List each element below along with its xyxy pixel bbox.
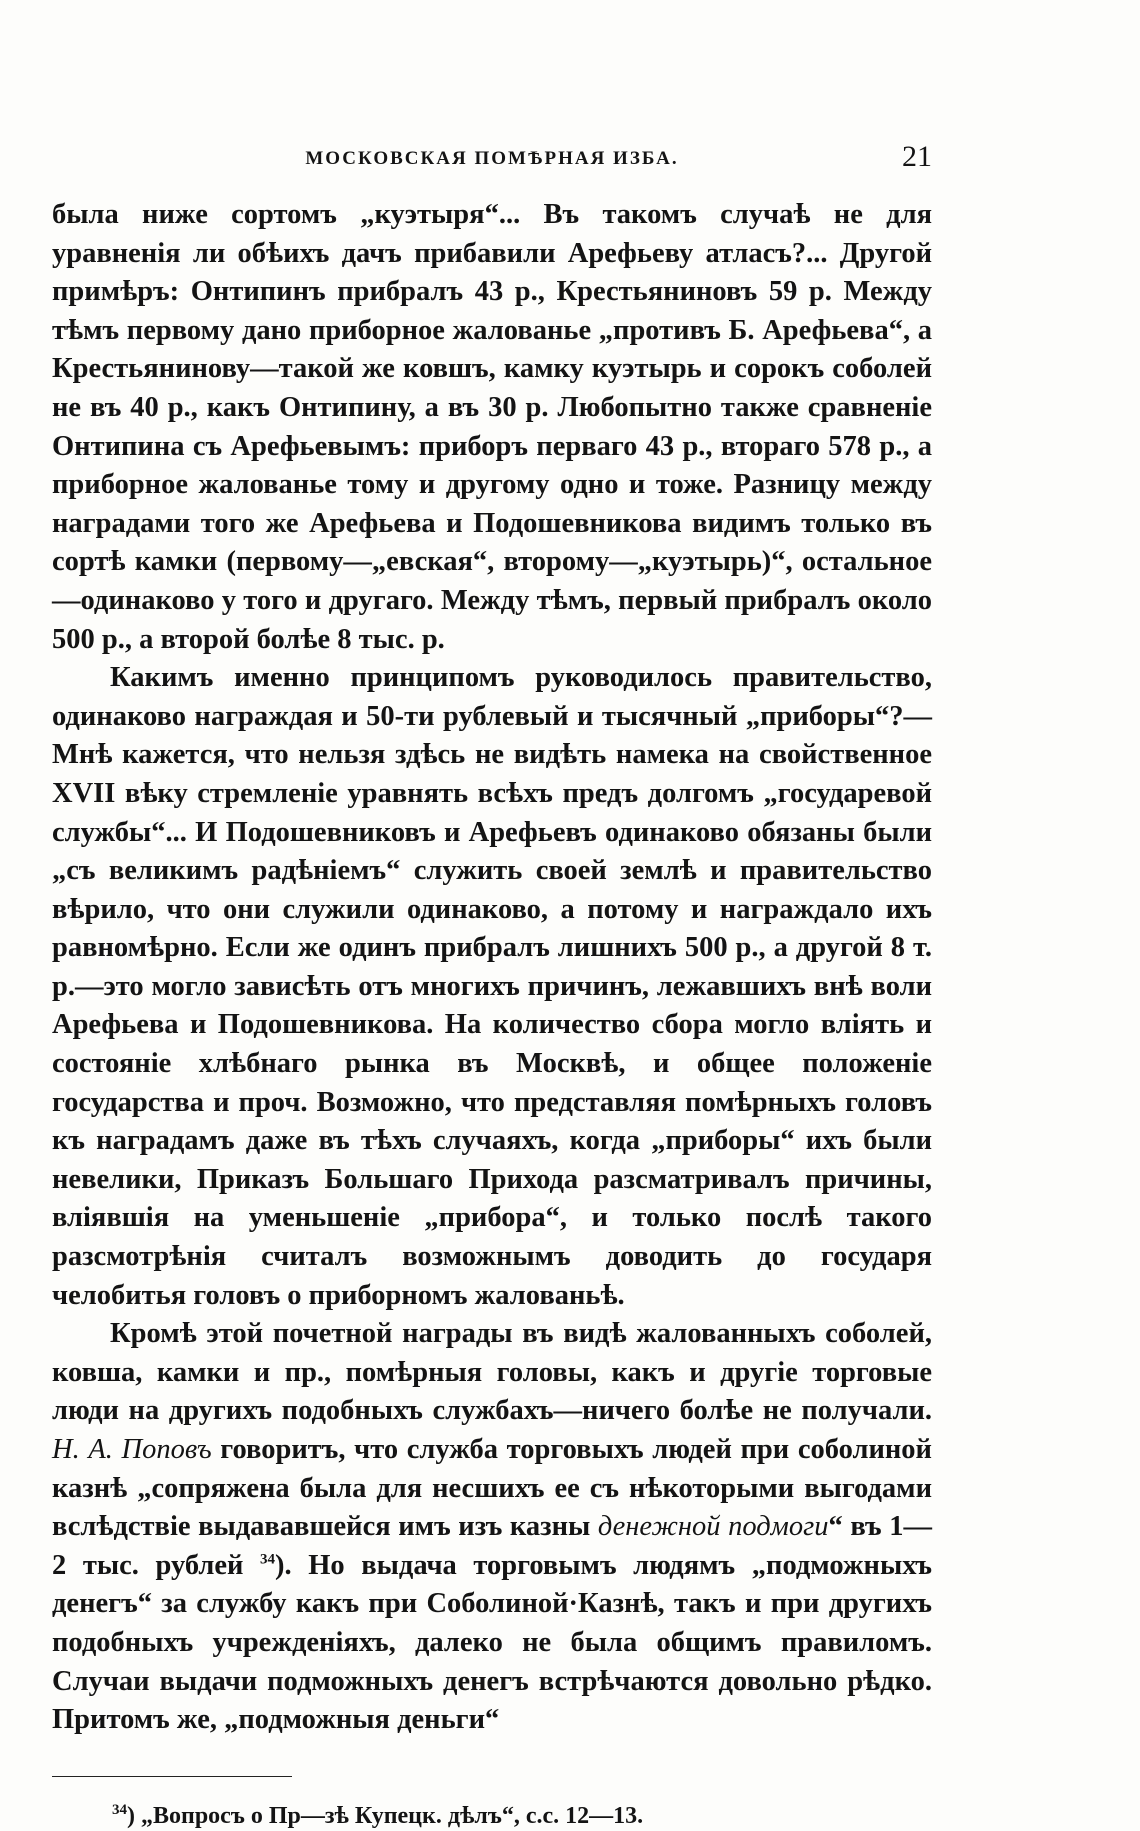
paragraph: [52, 196, 932, 659]
footnote: [112, 1801, 932, 1831]
text-segment: Кромѣ этой почетной награды въ видѣ жалованныхъ соболей, ковша, камки и пр., помѣрныя головы, какъ и другіе торговые люди на другихъ подобныхъ службахъ—ничего болѣе не получали.: [52, 1318, 932, 1427]
text-segment: была ниже сортомъ „куэтыря“... Въ такомъ случаѣ не для уравненія ли обѣихъ дачъ прибавили Арефьеву атласъ?... Другой примѣръ: Онтипинъ прибралъ 43 р., Крестьяниновъ 59 р. Между тѣмъ первому дано приборное жалованье „противъ Б. Арефьева“, а Крестьянинову—такой же ковшъ, камку куэтырь и сорокъ соболей не въ 40 р., какъ Онтипину, а въ 30 р. Любопытно также сравненіе Онтипина съ Арефьевымъ: приборъ перваго 43 р., втораго 578 р., а приборное жалованье тому и другому одно и тоже. Разницу между наградами того же Арефьева и Подошевникова видимъ только въ сортѣ камки (первому—„евская“, второму—„куэтырь)“, остальное—одинаково у того и другаго. Между тѣмъ, первый прибралъ около 500 р., а второй болѣе 8 тыс. р.: [52, 199, 932, 655]
footnote-reference: 34: [260, 1551, 276, 1568]
italic-text: денежной подмоги: [597, 1511, 829, 1543]
footnote-text: ) „Вопросъ о Пр—зѣ Купецк. дѣлъ“, с.с. 12—13.: [127, 1802, 644, 1829]
paragraph: [52, 659, 932, 1315]
text-segment: Какимъ именно принципомъ руководилось правительство, одинаково награждая и 50-ти рублевый и тысячный „приборы“?—Мнѣ кажется, что нельзя здѣсь не видѣть намека на свойственное XVII вѣку стремленіе уравнять всѣхъ предъ долгомъ „государевой службы“... И Подошевниковъ и Арефьевъ одинаково обязаны были „съ великимъ радѣніемъ“ служить своей землѣ и правительство вѣрило, что они служили одинаково, а потому и награждало ихъ равномѣрно. Если же одинъ прибралъ лишнихъ 500 р., а другой 8 т. р.—это могло зависѣть отъ многихъ причинъ, лежавшихъ внѣ воли Арефьева и Подошевникова. На количество сбора могло вліять и состояніе хлѣбнаго рынка въ Москвѣ, и общее положеніе государства и проч. Возможно, что представляя помѣрныхъ головъ къ наградамъ даже въ тѣхъ случаяхъ, когда „приборы“ ихъ были невелики, Приказъ Большаго Прихода разсматривалъ причины, вліявшія на уменьшеніе „прибора“, и только послѣ такого разсмотрѣнія считалъ возможнымъ доводить до государя челобитья головъ о приборномъ жалованьѣ.: [52, 662, 932, 1311]
footnote-marker: 34: [112, 1801, 127, 1818]
page-number: 21: [902, 140, 932, 173]
body-text: [52, 196, 932, 1740]
document-page: [52, 140, 932, 1831]
running-head: [52, 140, 932, 184]
footnote-rule: [52, 1776, 292, 1777]
text-segment: “ въ 1—2 тыс. рублей: [52, 1511, 932, 1581]
running-title: МОСКОВСКАЯ ПОМѢРНАЯ ИЗБА.: [305, 148, 679, 169]
italic-text: Н. А. Поповъ: [52, 1434, 212, 1465]
text-segment: ). Но выдача торговымъ людямъ „подможныхъ денегъ“ за службу какъ при Соболиной·Казнѣ, такъ и при другихъ подобныхъ учрежденіяхъ, далеко не была общимъ правиломъ. Случаи выдачи подможныхъ денегъ встрѣчаются довольно рѣдко. Притомъ же, „подможныя деньги“: [52, 1549, 932, 1736]
paragraph: [52, 1315, 932, 1740]
text-segment: говоритъ, что служба торговыхъ людей при соболиной казнѣ „сопряжена была для несшихъ ее съ нѣкоторыми выгодами вслѣдствіе выдававшейся имъ изъ казны: [52, 1434, 932, 1543]
